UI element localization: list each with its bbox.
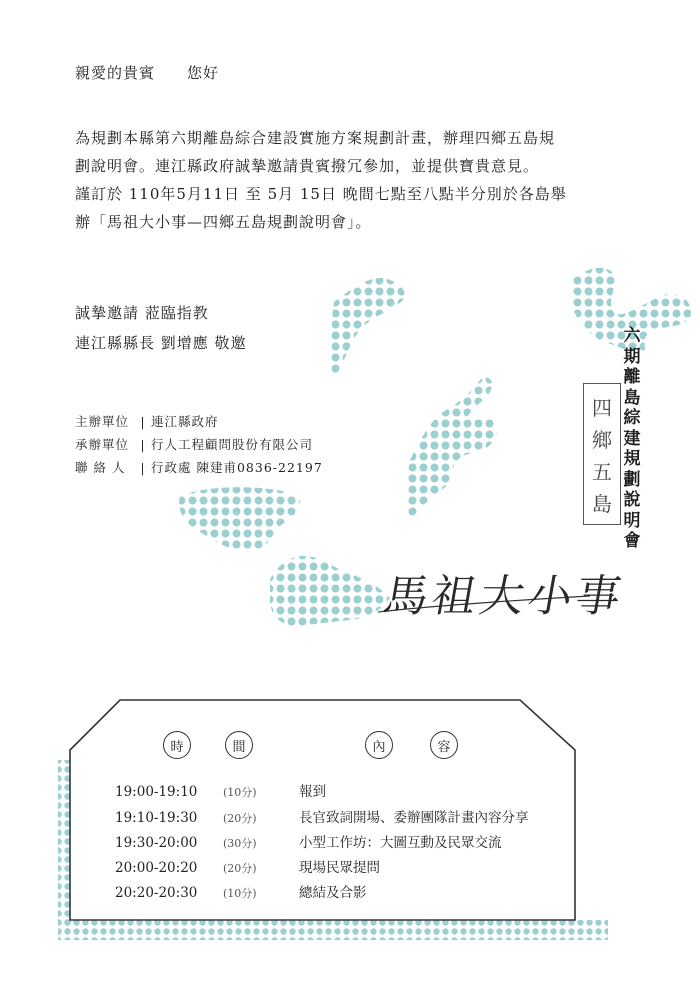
greeting-text: 親愛的貴賓 <box>75 64 156 82</box>
title-char: 說 <box>623 490 641 510</box>
title-char: 明 <box>623 510 641 531</box>
signoff-line: 誠摯邀請 蒞臨指教 <box>75 304 209 322</box>
organizer-row: 聯 絡 人 | 行政處 陳建甫0836-22197 <box>75 456 323 479</box>
row-content: 長官致詞開場、委辦團隊計畫內容分享 <box>299 810 529 826</box>
title-char: 建 <box>623 428 641 449</box>
organizer-value: 連江縣政府 <box>151 414 219 429</box>
row-duration: (20分) <box>223 812 257 825</box>
island-juguang <box>179 487 300 552</box>
subtitle-box <box>583 383 621 525</box>
schedule-row <box>115 881 575 901</box>
dotted-band-bottom <box>58 920 608 940</box>
island-dongyin <box>406 378 497 520</box>
paragraph-line: 辦「馬祖大小事—四鄉五島規劃說明會」。 <box>75 213 372 231</box>
greeting-line <box>75 62 219 83</box>
vertical-title <box>620 326 644 552</box>
title-char: 六 <box>623 326 641 346</box>
row-duration: (30分) <box>223 837 257 850</box>
signoff <box>75 298 247 358</box>
organizer-value: 行政處 陳建甫0836-22197 <box>151 460 323 475</box>
row-content: 報到 <box>299 784 326 800</box>
subtitle-char: 五 <box>592 459 612 484</box>
row-duration: (10分) <box>223 887 257 900</box>
island-nangan <box>329 278 405 375</box>
organizer-key: 聯 絡 人 <box>75 460 126 475</box>
paragraph-line: 劃說明會。連江縣政府誠摯邀請貴賓撥冗參加，並提供寶貴意見。 <box>75 157 540 175</box>
header-content-2: 容 <box>430 731 458 759</box>
greeting-hello: 您好 <box>187 64 220 82</box>
title-char: 綜 <box>623 408 641 428</box>
row-duration: (20分) <box>223 862 257 875</box>
paragraph-line: 謹訂於 110年5月11日 至 5月 15日 晚間七點至八點半分別於各島舉 <box>75 185 567 203</box>
schedule-row <box>115 780 575 800</box>
header-time-1: 時 <box>163 731 191 759</box>
title-char: 島 <box>623 387 641 408</box>
row-time: 20:20-20:30 <box>115 885 198 901</box>
subtitle-char: 島 <box>592 491 612 516</box>
row-time: 19:30-20:00 <box>115 835 198 851</box>
row-time: 20:00-20:20 <box>115 860 198 876</box>
row-content: 小型工作坊：大圖互動及民眾交流 <box>299 835 502 851</box>
row-time: 19:10-19:30 <box>115 810 198 826</box>
organizer-key: 主辦單位 <box>75 414 130 429</box>
subtitle-char: 四 <box>592 395 612 420</box>
subtitle-char: 鄉 <box>592 427 612 452</box>
organizer-value: 行人工程顧問股份有限公司 <box>151 437 314 452</box>
organizer-row: 主辦單位 | 連江縣政府 <box>75 410 323 433</box>
row-content: 現場民眾提問 <box>299 860 380 876</box>
invitation-paragraph <box>75 124 615 236</box>
title-char: 會 <box>623 531 641 551</box>
handwritten-title: 馬祖大小事 <box>379 571 629 622</box>
row-content: 總結及合影 <box>299 885 367 901</box>
organizer-list <box>75 410 323 479</box>
schedule-row <box>115 856 575 876</box>
schedule-row <box>115 806 575 826</box>
paragraph-line: 為規劃本縣第六期離島綜合建設實施方案規劃計畫，辦理四鄉五島規 <box>75 129 556 147</box>
header-content-1: 內 <box>365 731 393 759</box>
header-time-2: 間 <box>225 731 253 759</box>
title-char: 規 <box>623 449 641 469</box>
title-char: 期 <box>623 346 641 367</box>
organizer-key: 承辦單位 <box>75 437 130 452</box>
schedule-row <box>115 831 575 851</box>
signoff-line: 連江縣縣長 劉增應 敬邀 <box>75 334 247 352</box>
organizer-row: 承辦單位 | 行人工程顧問股份有限公司 <box>75 433 323 456</box>
island-south <box>270 556 390 626</box>
row-time: 19:00-19:10 <box>115 784 198 800</box>
row-duration: (10分) <box>223 786 257 799</box>
title-char: 劃 <box>623 469 641 490</box>
title-char: 離 <box>623 367 641 387</box>
